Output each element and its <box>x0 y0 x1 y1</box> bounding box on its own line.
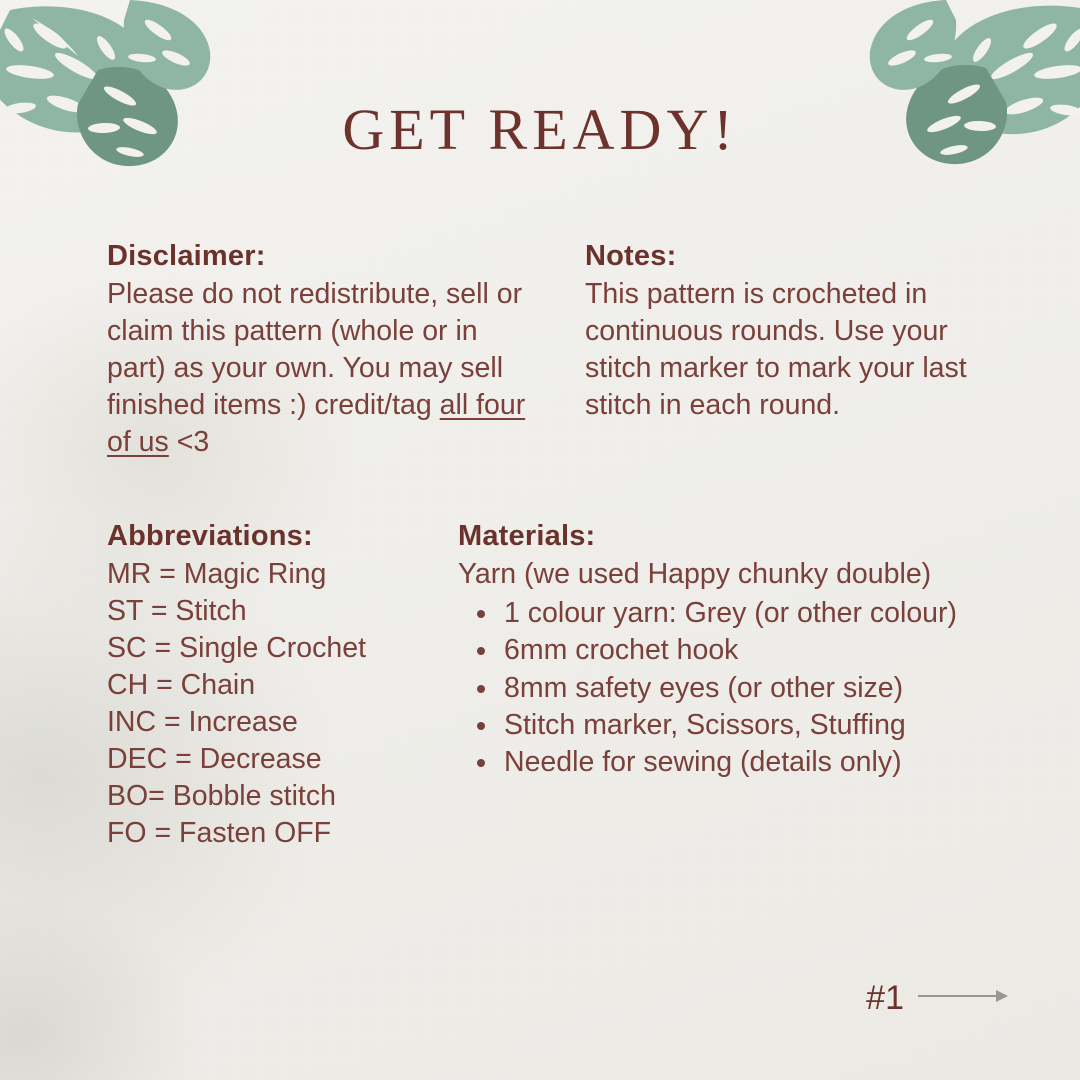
list-item: • 6mm crochet hook <box>500 632 998 669</box>
notes-block <box>585 240 985 424</box>
list-item: MR = Magic Ring <box>107 558 327 590</box>
materials-intro: Yarn (we used Happy chunky double) <box>458 558 932 590</box>
materials-heading: Materials: <box>458 520 596 552</box>
list-item: SC = Single Crochet <box>107 632 367 665</box>
notes-text: This pattern is crocheted in continuous rounds. Use your stitch marker to mark your last stitch in each round. <box>585 278 967 422</box>
page-title: GET READY! <box>342 97 738 162</box>
disclaimer-link[interactable]: all four of us <box>107 389 526 459</box>
arrow-right-icon <box>918 988 1008 1009</box>
list-item: FO = Fasten OFF <box>107 817 332 850</box>
disclaimer-heading: Disclaimer: <box>107 240 266 272</box>
disclaimer-body: Please do not redistribute, sell or claim this pattern (whole or in part) as your own. You may sell finished items :) credit/tag <box>107 278 523 422</box>
list-item: DEC = Decrease <box>107 743 322 776</box>
disclaimer-text <box>107 276 537 461</box>
list-item: • 8mm safety eyes (or other size) <box>500 670 998 707</box>
disclaimer-block <box>107 240 537 461</box>
list-item: ST = Stitch <box>107 595 247 628</box>
materials-list <box>458 595 998 782</box>
materials-block <box>458 520 998 782</box>
list-item: BO= Bobble stitch <box>107 780 336 813</box>
page-number: #1 <box>866 979 904 1017</box>
list-item: • Needle for sewing (details only) <box>500 744 998 781</box>
list-item: • 1 colour yarn: Grey (or other colour) <box>500 595 998 632</box>
abbreviations-heading: Abbreviations: <box>107 520 313 552</box>
abbreviations-list <box>107 556 447 852</box>
disclaimer-body-tail: <3 <box>168 426 210 459</box>
page-marker <box>866 979 1008 1018</box>
list-item: INC = Increase <box>107 706 298 739</box>
list-item: • Stitch marker, Scissors, Stuffing <box>500 707 998 744</box>
notes-heading: Notes: <box>585 240 677 272</box>
abbreviations-block <box>107 520 447 852</box>
list-item: CH = Chain <box>107 669 256 702</box>
